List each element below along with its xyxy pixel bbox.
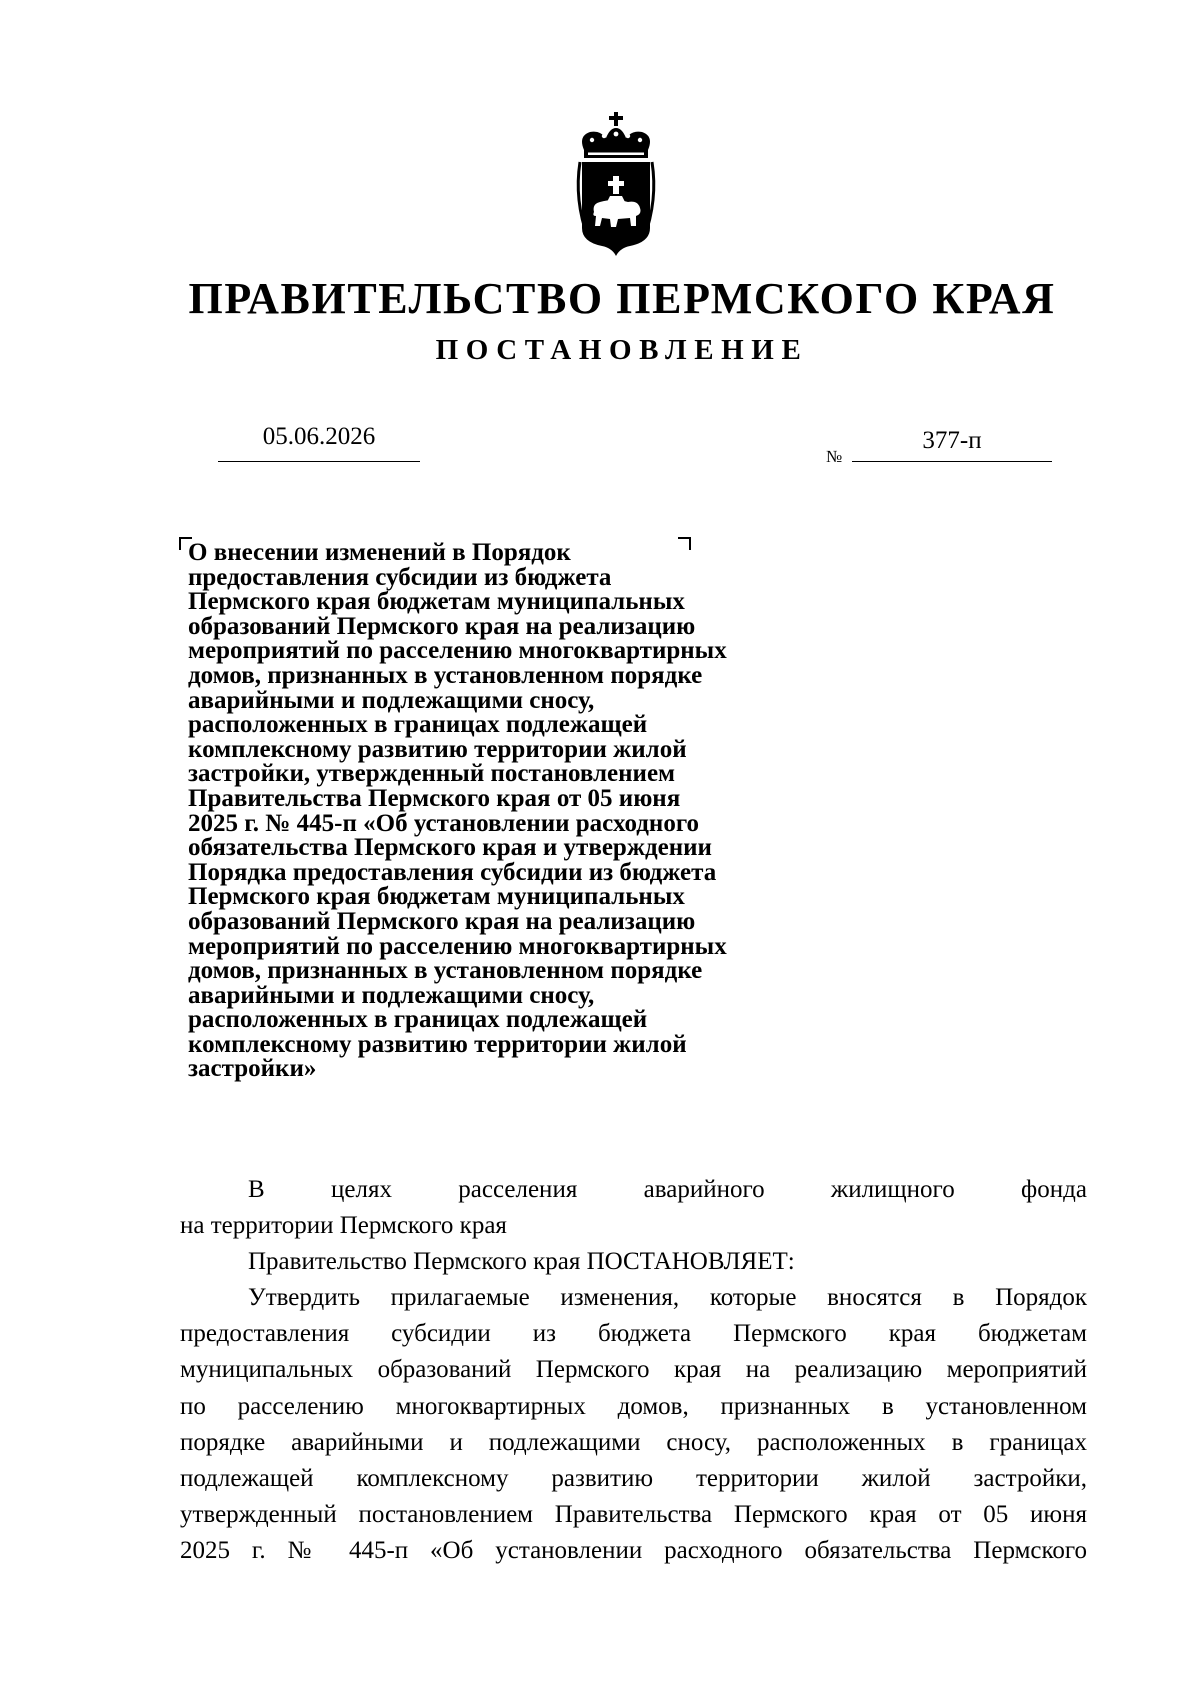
subject-line: расположенных в границах подлежащей <box>188 711 648 739</box>
subject-line: расположенных в границах подлежащей <box>188 1006 648 1034</box>
resolves-paragraph: Правительство Пермского края ПОСТАНОВЛЯЕТ: <box>248 1248 795 1275</box>
body-line: порядке аварийными и подлежащими сносу, расположенных в границах <box>180 1428 1087 1456</box>
subject-line: 2025 г. № 445-п «Об установлении расходного <box>188 809 700 837</box>
body-line: предоставления субсидии из бюджета Пермского края бюджетам <box>180 1320 1087 1348</box>
word: целях <box>331 1176 392 1203</box>
subject-line: мероприятий по расселению многоквартирных <box>188 932 727 960</box>
preamble-first-line <box>180 1172 1087 1208</box>
subject-line: застройки» <box>188 1055 317 1083</box>
word: аварийного <box>643 1176 765 1203</box>
subject-line: мероприятий по расселению многоквартирных <box>188 637 727 665</box>
preamble-tail: на территории Пермского края <box>180 1212 507 1239</box>
body-line: утвержденный постановлением Правительства Пермского края от 05 июня <box>180 1501 1087 1529</box>
subject-line: домов, признанных в установленном порядке <box>188 661 703 689</box>
subject-line: предоставления субсидии из бюджета <box>188 563 612 591</box>
document-subject <box>188 541 828 1082</box>
subject-line: обязательства Пермского края и утверждении <box>188 834 712 862</box>
body-line: муниципальных образований Пермского края на реализацию мероприятий <box>180 1356 1087 1384</box>
body-line: Утвердить прилагаемые изменения, которые вносятся в Порядок <box>248 1284 1087 1311</box>
word: жилищного <box>830 1176 955 1203</box>
subject-line: образований Пермского края на реализацию <box>188 907 696 935</box>
number-underline <box>852 461 1052 462</box>
number-sign: № <box>826 447 843 466</box>
subject-line: образований Пермского края на реализацию <box>188 612 696 640</box>
body-line: подлежащей комплексному развитию территории жилой застройки, <box>180 1465 1087 1493</box>
subject-line: застройки, утвержденный постановлением <box>188 760 676 788</box>
organization-title: ПРАВИТЕЛЬСТВО ПЕРМСКОГО КРАЯ <box>188 274 1056 323</box>
subject-line: О внесении изменений в Порядок <box>188 539 571 566</box>
subject-line: комплексному развитию территории жилой <box>188 735 687 763</box>
subject-line: Порядка предоставления субсидии из бюджета <box>188 858 717 886</box>
subject-line: аварийными и подлежащими сносу, <box>188 981 595 1009</box>
body-line: по расселению многоквартирных домов, признанных в установленном <box>180 1392 1087 1420</box>
subject-line: домов, признанных в установленном порядке <box>188 957 703 985</box>
approval-paragraph <box>180 1280 1087 1570</box>
perm-krai-coat-of-arms-icon <box>570 110 662 260</box>
body-line: 2025 г. № 445-п «Об установлении расходного обязательства Пермского <box>180 1537 1087 1565</box>
subject-line: аварийными и подлежащими сносу, <box>188 686 595 714</box>
preamble-paragraph <box>180 1172 1087 1244</box>
word: фонда <box>1021 1176 1087 1203</box>
subject-line: комплексному развитию территории жилой <box>188 1030 687 1058</box>
word: В <box>248 1176 265 1203</box>
subject-line: Правительства Пермского края от 05 июня <box>188 784 681 812</box>
date-underline <box>218 461 420 462</box>
word: расселения <box>458 1176 578 1203</box>
document-number: 377-п <box>922 427 982 454</box>
subject-line: Пермского края бюджетам муниципальных <box>188 588 685 616</box>
subject-line: Пермского края бюджетам муниципальных <box>188 883 685 911</box>
document-type: ПОСТАНОВЛЕНИЕ <box>435 334 809 366</box>
document-date: 05.06.2026 <box>262 423 376 450</box>
